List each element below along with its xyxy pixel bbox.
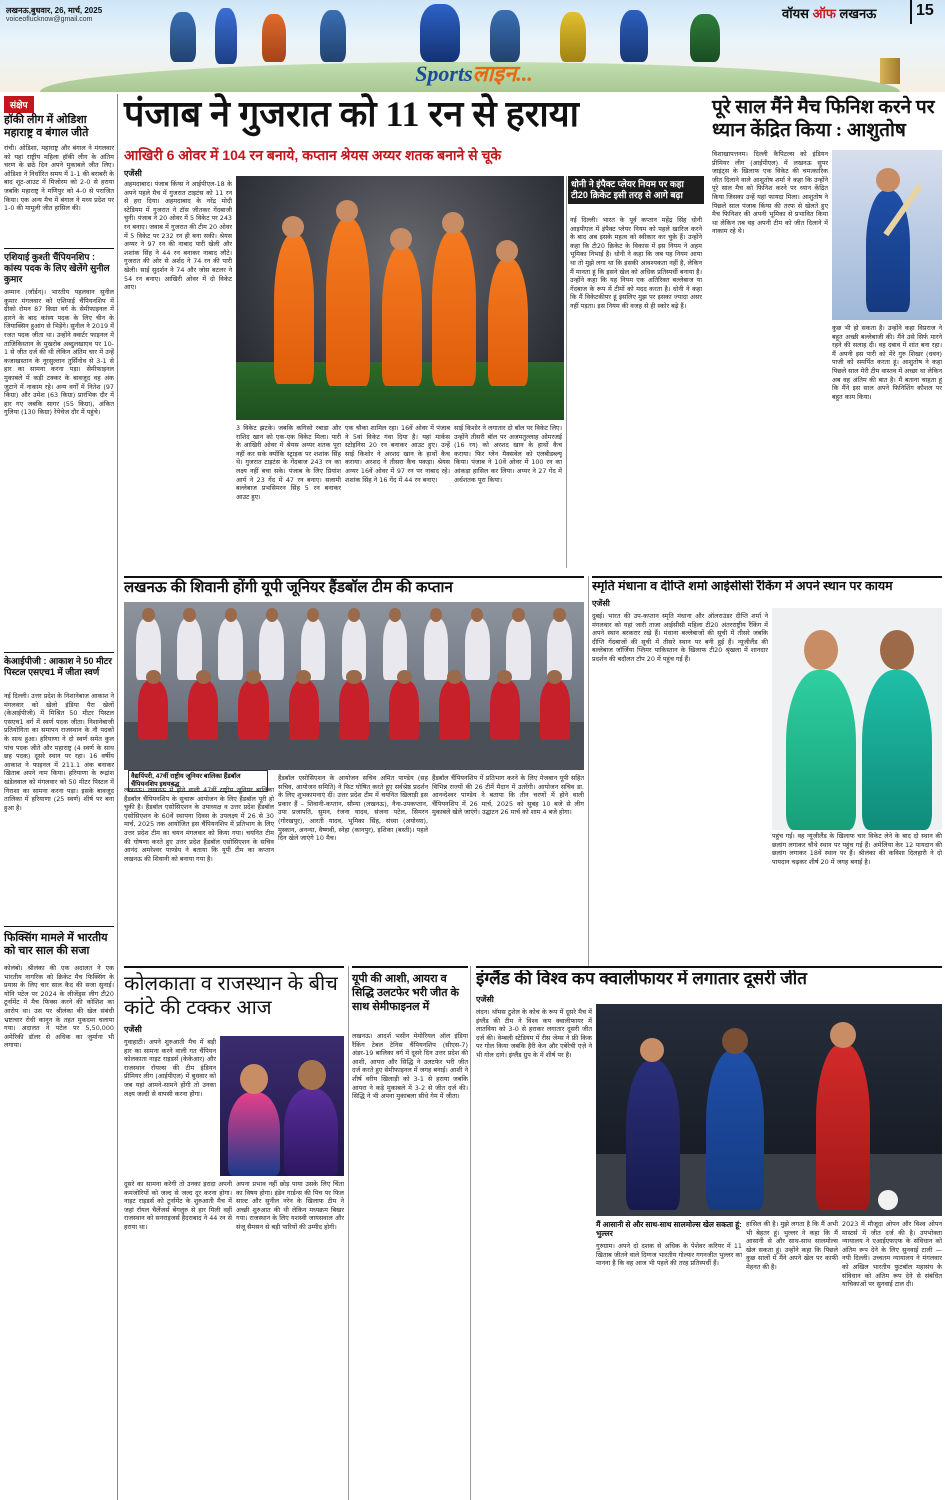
ashutosh-column-1: विशाखापत्तनम। दिल्ली कैपिटल्स को इंडियन प्रीमियर लीग (आईपीएल) में लखनऊ सुपर जाइंट्स के खिलाफ एक विकेट की चमत्कारिक जीत दिलाने वाले आशुतोष शर्मा ने कहा कि उन्होंने पूरे साल मैच को फिनिश करने पर ध्यान केंद्रित किया जिसका उन्हें यहां फायदा मिला। आशुतोष ने पिछले साल पंजाब किंग्स की तरफ से खेलते हुए मैच फिनिशर की अपनी भूमिका से प्रभावित किया था लेकिन तब वह अपनी टीम को जीत दिलाने में नाकाम रहे थे। [712,150,828,236]
lead-photo [236,176,564,420]
aiff-text: 2023 में मौजूदा ओपन और विश्व ओपन मास्टर्स में जीत दर्ज की है। उपभोक्ता न्यायालय ने एआईएफएफ के संविधान को अंतिम रूप देने के लिए सुनवाई टाली — नयी दिल्ली। उच्चतम न्यायालय ने मंगलवार को अखिल भारतीय फुटबॉल महासंघ के संविधान को अंतिम रूप देने से संबंधित याचिकाओं पर सुनवाई टाल दी। [842,1220,942,1289]
dhoni-title: धोनी ने इंपैक्ट प्लेयर नियम पर कहा टी20 क्रिकेट इसी तरह से आगे बढ़ा [568,176,704,204]
brand-divider [910,0,912,24]
masthead-banner [0,0,945,92]
photo-player-head [390,228,412,250]
lead-subhead: आखिरी 6 ओवर में 104 रन बनाये, कप्तान श्रेयस अय्यर शतक बनाने से चूके [124,147,502,163]
lead-headline: पंजाब ने गुजरात को 11 रन से हराया [124,94,579,134]
photo-player [326,218,370,386]
team-member-head [447,670,462,684]
team-member-head [346,670,361,684]
photo-player-teal [862,670,932,830]
team-members [128,610,580,760]
team-member-head [142,608,154,622]
athlete-silhouette [490,10,520,62]
bhullar-text-2: हासिल की है। मुझे लगता है कि मैं अभी भी बेहतर हूं। भुल्लर ने कहा कि मैं आसानी से और साथ-साथ सालमोल्स खेल सकता हूं। उन्होंने कहा कि पिछले कुछ सालों में मैंने अपने खेल पर काफी मेहनत की है। [746,1220,838,1271]
kolkata-photo [220,1036,344,1176]
photo-player-head [336,200,358,222]
handball-column-3: हैंडबॉल चैंपियनशिप में प्रतिभाग करने के लिए मेजबान यूपी सहित विभिन्न राज्यों की 26 टीमें मैदान में उतरेंगी। आयोजन सचिव डा. आनन्देश्वर पाण्डेय ने बताया कि तीन चरणों में होने वाली चैंपियनशिप में 26 मार्च, 2025 को सुबह 10 बजे से लीग मुकाबले खेले जाएंगे। उद्घाटन 26 मार्च को शाम 4 बजे होगा। [432,774,584,817]
brief-shooting-text: नई दिल्ली। उत्तर प्रदेश के निशानेबाज आकाश ने मंगलवार को खेलो इंडिया पैरा खेलों (केआईपीजी) में मिश्रित 50 मीटर पिस्टल एसएच1 वर्ग में स्वर्ण पदक जीता। निशानेबाजी प्रतियोगिता का समापन राजस्थान के नौ पदकों के साथ हुआ। हरियाणा ने दो स्वर्ण समेत कुल पांच पदक जीते और महाराष्ट्र (4 स्वर्ण के साथ छह पदक) दूसरे स्थान पर रहा। 16 वर्षीय आकाश ने फाइनल में 211.1 अंक बनाकर खिताब अपने नाम किया। हरियाणा के रूद्रांश खंडेलवाल को मंगलवार को 50 मीटर पिस्टल में निराशा का सामना करना पड़ा। इसके बावजूद तालिका में हरियाणा (25 स्वर्ण) शीर्ष पर बना हुआ है। [4,692,114,812]
brief-hockey-title: हॉकी लीग में ओडिशा महाराष्ट्र व बंगाल जीते [4,114,89,139]
photo-player-rr [228,1092,280,1176]
brand-name: वॉयस [782,6,809,21]
lead-credit: एजेंसी [124,169,142,178]
photo-player-head [298,1060,326,1090]
ashutosh-column-2: कुछ भी हो सकता है। उन्होंने कहा विप्रराज ने बहुत अच्छी बल्लेबाजी की। मैंने उसे सिर्फ मारने रहने की सलाह दी। वह दबाव में शांत बना रहा। मैं अपनी इस पारी को मेरे गुरु शिखर (धवन) पाजी को समर्पित करता हूं। आशुतोष ने कहा पिछले साल मेरी टीम वास्तव में अच्छा था लेकिन अब वह अंतिम की बात है। मैं बताना चाहता हूं कि मैंने इस साल अपने फिनिशिंग कौशल पर बहुत काम किया। [832,324,942,401]
column-rule [470,966,471,1500]
bhullar-text: गुरुग्राम। अपने दो दशक से अधिक के पेशेवर करियर में 11 खिताब जीतने वाले दिग्गज भारतीय गोल्फर गगनजीत भुल्लर का मानना है कि वह आज भी पहले की तरह प्रतिस्पर्धी हैं। [596,1242,742,1268]
athlete-silhouette [560,12,586,62]
handball-headline: लखनऊ की शिवानी होंगी यूपी जूनियर हैंडबॉल टीम की कप्तान [124,579,453,596]
team-member-head [307,608,319,622]
photo-footballer-head [722,1028,748,1054]
section-logo-line: लाइन... [472,61,533,86]
brief-wrestling-text: अम्मान (जॉर्डन)। भारतीय पहलवान सुनील कुमार मंगलवार को एशियाई चैंपियनशिप में ग्रीको रोमन 87 किग्रा वर्ग के सेमीफाइनल में हारने के बाद कांस्य पदक के लिए चीन के जियाक्सिन हुआंग से भिड़ेंगे। सुनील ने 2019 में रजत पदक जीता था। उन्होंने क्वार्टर फाइनल में ताजिकिस्तान के मुखरोब अब्दुलखाएव पर 10-1 से जीत दर्ज की थी लेकिन अंतिम चार में उन्हें कजाखस्तान के नूरसुल्तान तुर्सिनोव से 3-1 से हार का सामना करना पड़ा। सेमीफाइनल मुकाबले में कड़ी टक्कर के बावजूद वह अंक जुटाने में नाकाम रहे। अन्य वर्गों में नितेश (97 किग्रा) और उमेश (63 किग्रा) प्रारंभिक दौर में हार गए जबकि सागर (55 किग्रा), अंकित गुलिया (130 किग्रा) रेपेचेज दौर में पहुंचे। [4,288,114,417]
team-member [138,680,168,740]
summary-label: संक्षेप [4,96,34,113]
handball-column-1: लखनऊ। लखनऊ में होने वाली 47वीं राष्ट्रीय जूनियर बालिका हैंडबॉल चैंपियनशिप के सुचारू आयोजन के लिए हैंडबॉल पूरी हो चुकी है। हैंडबॉल एसोसिएशन के उपाध्यक्ष व उत्तर प्रदेश हैंडबॉल एसोसिएशन के 60वें स्थापना दिवस के उपलक्ष्य में 26 से 30 मार्च, 2025 तक आयोजित इस चैंपियनशिप में प्रतिभाग के लिए उत्तर प्रदेश टीम का चयन मंगलवार को किया गया। चयनित टीम की घोषणा करते हुए उत्तर प्रदेश हैंडबॉल एसोसिएशन के सचिव आनंद अमरेश्वर पाण्डेय ने बताया कि यूपी टीम का कप्तान लखनऊ की शिवानी को बनाया गया है। [124,786,274,863]
photo-player-head [240,1064,268,1094]
team-member-head [553,608,565,622]
team-member-head [196,670,211,684]
dateline: लखनऊ,बुधवार, 26, मार्च, 2025 [6,6,103,15]
photo-football [878,1190,898,1210]
brand-wordmark [782,4,876,22]
athlete-silhouette [320,10,346,62]
section-logo [354,58,594,84]
england-credit: एजेंसी [476,995,494,1004]
team-member [339,680,369,740]
photo-footballer [816,1044,870,1210]
brief-hockey-text: रांची। ओडिशा, महाराष्ट्र और बंगाल ने मंगलवार को यहां राष्ट्रीय महिला हॉकी लीग के अंतिम चरण के छठे दिन अपने मुकाबले जीत लिए। ओडिशा ने निर्धारित समय में 1-1 की बराबरी के बाद शूट-आउट में मिजोरम को 2-0 से हराया जबकि महाराष्ट्र ने मणिपुर को 4-0 से पराजित किया। एक अन्य मैच में बंगाल ने मध्य प्रदेश पर 1-0 की मामूली जीत हासिल की। [4,144,114,213]
email: voiceoflucknow@gmail.com [6,16,93,23]
england-photo [596,1004,942,1216]
team-member-head [146,670,161,684]
tt-headline: यूपी की आशी, आयरा व सिद्धि उलटफेर भरी जीत के साथ सेमीफाइनल में [352,973,459,1013]
england-text: लंदन। थॉमस टुशेल के कोच के रूप में दूसरे मैच में इंग्लैंड की टीम ने विश्व कप क्वालीफायर में लातविया को 3-0 से हराकर लगातार दूसरी जीत दर्ज की। वेम्बली स्टेडियम में रीस जेम्स ने फ्री किक पर गोल किया जबकि हैरी केन और एबेरेची एज़े ने भी गोल दागे। इंग्लैंड ग्रुप के में शीर्ष पर है। [476,1008,592,1059]
photo-player [488,258,528,386]
athlete-silhouette [215,8,237,64]
section-logo-sports: Sports [415,61,473,86]
photo-player-head [880,630,914,670]
summary-column [0,94,118,1500]
brief-fixing-text: कोलंबो। श्रीलंका की एक अदालत ने एक भारतीय नागरिक को क्रिकेट मैच फिक्सिंग के प्रयास के लिए चार साल कैद की सजा सुनाई। योनि पटेल पर 2024 के लीजेंड्स लीग टी20 टूर्नामेंट में मैच फिक्स करने की कोशिश का आरोप था। उस पर श्रीलंका की खेल संबंधी भ्रष्टाचार रोधी कानून के तहत मुकदमा चलाया गया। अदालत ने पटेल पर 5,50,000 अमेरिकी डॉलर से अधिक का जुर्माना भी लगाया। [4,964,114,1050]
divider [4,652,114,653]
team-member [506,618,531,680]
section-divider [476,966,942,968]
wicket-graphic [880,58,900,84]
photo-batsman-head [876,168,900,192]
section-divider [124,576,584,578]
smriti-credit: एजेंसी [592,599,610,608]
photo-player-head [496,240,518,262]
team-member [259,618,284,680]
photo-footballer [706,1050,764,1210]
team-member [439,680,469,740]
athlete-silhouette [262,14,286,62]
bhullar-title: मैं आसानी से और साथ-साथ सालमोल्स खेल सकता हूं: भुल्लर [596,1220,742,1238]
section-divider [124,966,344,968]
ashutosh-photo [832,150,942,320]
athlete-silhouette [620,10,648,62]
smriti-column-1: दुबई। भारत की उप-कप्तान स्मृति मंधाना और ऑलराउंडर दीप्ति शर्मा ने मंगलवार को यहां जारी ताजा आईसीसी महिला टी20 अंतरराष्ट्रीय रैंकिंग में अपने स्थान बरकरार रखे हैं। मंधाना बल्लेबाजों की सूची में तीसरे जबकि दीप्ति गेंदबाजों की सूची में तीसरे स्थान पर बनी हुई हैं। न्यूजीलैंड की बल्लेबाज जॉर्जिया प्लिमर पाकिस्तान के खिलाफ टी20 श्रृंखला में शानदार प्रदर्शन की बदौलत टॉप 20 में पहुंच गई हैं। [592,612,768,663]
section-divider [592,576,942,578]
kolkata-credit: एजेंसी [124,1025,142,1034]
photo-player-head [804,630,838,670]
team-member-head [348,608,360,622]
kolkata-headline: कोलकाता व राजस्थान के बीच कांटे की टक्कर आज [124,973,338,1019]
kolkata-column-2: दूसरे का सामना करेगी तो उनका इरादा अपनी कमजोरियों को जल्द से जल्द दूर करना होगा। नाइट राइडर्स को टूर्नामेंट के शुरुआती मैच में जहां रॉयल चैलेंजर्स बेंगलुरु से हार मिली वहीं राजस्थान को सनराइजर्स हैदराबाद ने 44 रन से हराया था। [124,1180,232,1231]
kolkata-column-1: गुवाहाटी। अपने शुरुआती मैच में बड़ी हार का सामना करने वाली गत चैंपियन कोलकाता नाइट राइडर्स (केकेआर) और राजस्थान रॉयल्स की टीम इंडियन प्रीमियर लीग (आईपीएल) में बुधवार को जब यहां आमने-सामने होंगी तो उनका लक्ष्य जल्दी से वापसी करना होगा। [124,1038,216,1098]
team-member [238,680,268,740]
dhoni-text: नई दिल्ली। भारत के पूर्व कप्तान महेंद्र सिंह धोनी आइपीएल में इंपैक्ट प्लेयर नियम को पहले खारिज करने के बाद अब इसके महत्व को स्वीकार कर चुके हैं। उन्होंने कहा कि टी20 क्रिकेट के विकास में इस नियम ने अहम भूमिका निभाई है। धोनी ने कहा कि जब यह नियम आया था तो मुझे लगा था कि इसकी आवश्यकता नहीं है, लेकिन मैं मानता हूं कि इसने खेल को अधिक प्रतिस्पर्धी बनाया है। उन्होंने कहा कि यह नियम एक अतिरिक्त बल्लेबाज या गेंदबाज के रूप में टीमों को मदद करता है। धोनी ने कहा कि मैं विकेटकीपर हूं इसलिए मुझ पर इसका ज्यादा असर नहीं पड़ता। इस नियम की वजह से ही स्कोर बढ़े हैं। [570,216,702,310]
team-member [389,680,419,740]
smriti-headline: स्मृति मंधाना व दीप्ति शर्मा आईसीसी रैंकिंग में अपने स्थान पर कायम [592,580,893,593]
athlete-silhouette [420,4,460,62]
photo-player-green [786,670,856,830]
section-divider [352,966,468,968]
lead-column-2: 3 विकेट झटके। जबकि कगिसो रबाडा और राशिद खान को एक-एक विकेट मिला। पारी के आखिरी ओवर में श्रेयस अय्यर शतक पूरा नहीं कर सके क्योंकि स्ट्राइक पर शशांक सिंह थे। गुजरात टाइटंस के गेंदबाज 243 रन का लक्ष्य नहीं बचा सके। पंजाब के लिए प्रियांश आर्य ने 23 गेंद में 47 रन बनाए। सलामी बल्लेबाज प्रभसिमरन सिंह 5 रन बनाकर आउट हुए। [236,424,341,501]
photo-footballer [626,1060,680,1210]
athlete-silhouette [170,12,196,62]
england-headline: इंग्लैंड की विश्व कप क्वालीफायर में लगातार दूसरी जीत [476,970,807,988]
tt-text: लखनऊ। आदर्श भसीन मेमोरियल ऑल इंडिया रैंकिंग टेबल टेनिस चैंपियनशिप (सीएस-7) अंडर-19 बालिका वर्ग में दूसरे दिन उत्तर प्रदेश की आशी, आयरा और सिद्धि ने उलटफेर भरी जीत दर्ज करते हुए सेमीफाइनल में जगह बनाई। आशी ने शीर्ष वरीय खिलाड़ी को 3-1 से हराया जबकि आयरा ने कड़े मुकाबले में 3-2 से जीत दर्ज की। सिद्धि ने भी अपना मुकाबला सीधे गेम में जीता। [352,1032,468,1101]
team-member [424,618,449,680]
team-member-head [225,608,237,622]
smriti-column-2: पहुंच गई। वह न्यूजीलैंड के खिलाफ चार विकेट लेने के बाद दो स्थान की छलांग लगाकर चौथे स्थान पर पहुंच गई हैं। अमेलिया केर 12 पायदान की छलांग लगाकर 18वें स्थान पर हैं। श्रीलंका की कविशा दिलहारी ने दो पायदान चढ़कर शीर्ष 20 में जगह बनाई है। [772,832,942,866]
column-rule [348,966,349,1500]
brief-fixing-title: फिक्सिंग मामले में भारतीय को चार साल की सजा [4,932,108,957]
lead-column-1: अहमदाबाद। पंजाब किंग्स ने आईपीएल-18 के अपने पहले मैच में गुजरात टाइटंस को 11 रन से हरा दिया। अहमदाबाद के नरेंद्र मोदी स्टेडियम में गुजरात ने टॉस जीतकर गेंदबाजी चुनी। पंजाब ने 20 ओवर में 5 विकेट पर 243 रन बनाए। जवाब में गुजरात की टीम 20 ओवर में 5 विकेट पर 232 रन ही बना सकी। श्रेयस अय्यर ने 97 रन की नाबाद पारी खेली और शशांक सिंह ने 44 रन बनाकर नाबाद लौटे। गुजरात की ओर से अर्शद ने 74 रन की पारी खेली। साई सुदर्शन ने 74 और जोस बटलर ने 54 रन बनाए। आखिरी ओवर में दो विकेट आए। [124,180,232,292]
page-number: 15 [916,2,934,19]
lead-column-3: एक चौका शामिल रहा। 16वें ओवर में पंजाब ने 5वां विकेट गंवा दिया है। यहां मार्कस स्टोइनिस 20 रन बनाकर आउट हुए। उन्हें साई किशोर ने अरशद खान के हाथों कैच कराया। अरशद ने तीसरा कैच पकड़ा। श्रेयस अय्यर 16वें ओवर में 97 रन पर नाबाद रहे। शशांक सिंह ने 16 गेंद में 44 रन बनाए। [345,424,450,484]
team-member [188,680,218,740]
photo-footballer-head [640,1038,664,1062]
athlete-silhouette [690,14,720,62]
team-member-head [397,670,412,684]
smriti-photo [772,608,942,830]
team-member [218,618,243,680]
divider [4,248,114,249]
ashutosh-headline: पूरे साल मैंने मैच फिनिश करने पर ध्यान केंद्रित किया : आशुतोष [712,97,935,141]
kolkata-column-3: अपना प्रभाव नहीं छोड़ पाया उसके लिए चिंता का विषय होगा। इंडेन गार्डन्स की पिच पर फिल साल्ट और सुनील नरेन के खिलाफ टीम ने अच्छी शुरुआत की थी लेकिन मध्यक्रम बिखर गया। राजस्थान के लिए यशस्वी जायसवाल और संजू सैमसन से बड़ी पारियों की उम्मीद होगी। [236,1180,344,1231]
team-member [289,680,319,740]
team-member [540,680,570,740]
team-member-head [266,608,278,622]
team-member [490,680,520,740]
team-member-head [246,670,261,684]
team-member-head [512,608,524,622]
brief-shooting-title: केआईपीजी : आकाश ने 50 मीटर पिस्टल एसएच1 में जीता स्वर्ण [4,656,112,677]
photo-player-head [442,212,464,234]
photo-player [274,234,314,384]
photo-footballer-head [830,1022,856,1048]
brand-city: लखनऊ [839,6,877,21]
lead-column-4: साई किशोर ने लगातार दो बॉल पर विकेट लिए। उन्होंने तीसरी बॉल पर अजमतुल्लाह ओमरजई (16 रन) को अरशद खान के हाथों कैच कराया। फिर ग्लेन मैक्सवेल को एलबीडब्ल्यू किया। पंजाब ने 10वें ओवर में 100 रन का आंकड़ा हासिल कर लिया। अय्यर ने 27 गेंद में अर्धशतक पूरा किया। [454,424,562,484]
column-rule [588,576,589,966]
handball-column-2: हैंडबॉल एसोसिएशन के आयोजन सचिव अमित पाण्डेय (सह सचिव, आयोजन समिति) ने फिट घोषित करते हुए सर्वश्रेष्ठ प्रदर्शन के लिए शुभकामनाएं दीं। उत्तर प्रदेश टीम में चयनित खिलाड़ी इस प्रकार हैं – शिवानी-कप्तान, सौम्या (लखनऊ), नैना-उपकप्तान, उपा प्रजापति, सुमन, रंजना यादव, संजना पटेल, सिमरन (गोरखपुर), आरती यादव, भूमिका सिंह, संध्या (अयोध्या), मुस्कान, अनन्या, वैष्णवी, स्नेहा (कानपुर), इशिका (बस्ती)। पहले दिन खेले जाएंगे 10 मैच। [278,774,428,843]
handball-photo-caption: वैद्यपिंपरी, 47वीं राष्ट्रीय जूनियर बालिका हैंडबॉल चैंपियनशिप इधयबद्ध [128,770,268,792]
team-member [465,618,490,680]
team-member-head [183,608,195,622]
brand-of: ऑफ [812,6,836,21]
photo-player [432,230,476,386]
divider [4,926,114,927]
photo-player [382,246,422,386]
photo-player-head [282,216,304,238]
brief-wrestling-title: एशियाई कुश्ती चैंपियनशिप : कांस्य पदक के लिए खेलेंगे सुनील कुमार [4,252,110,284]
spacer [470,566,471,567]
photo-player-kkr [284,1088,338,1176]
